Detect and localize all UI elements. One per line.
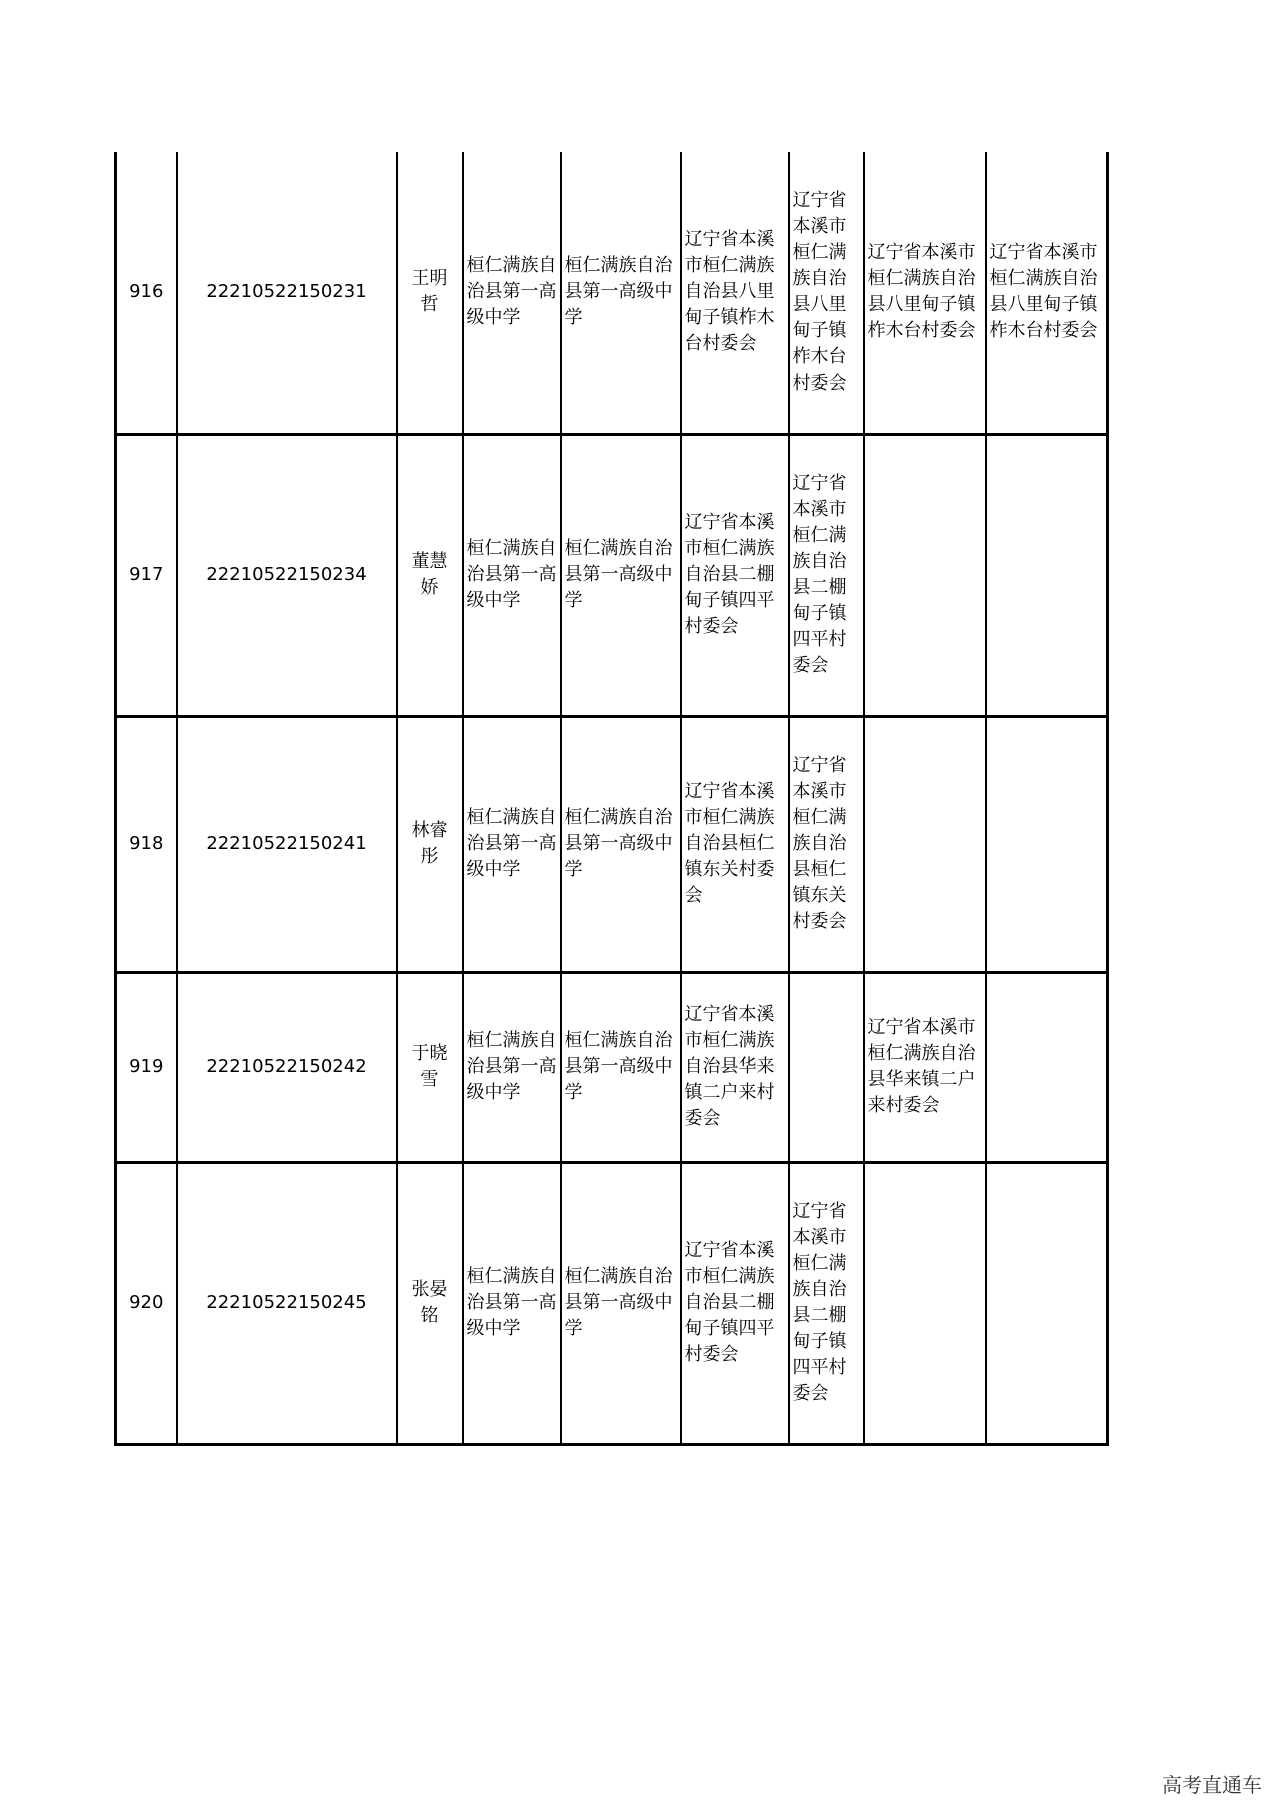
table-row (116, 434, 1108, 716)
row-number: 920 (116, 1162, 177, 1444)
student-name: 王明哲 (397, 152, 463, 434)
school-name: 桓仁满族自治县第一高级中学 (463, 434, 561, 716)
school-name: 桓仁满族自治县第一高级中学 (463, 972, 561, 1162)
address-2 (789, 972, 864, 1162)
table-row (116, 972, 1108, 1162)
exam-id: 22210522150245 (177, 1162, 397, 1444)
address-3 (864, 1162, 986, 1444)
school-name-2: 桓仁满族自治县第一高级中学 (561, 716, 681, 972)
address-3: 辽宁省本溪市桓仁满族自治县八里甸子镇柞木台村委会 (864, 152, 986, 434)
row-number: 918 (116, 716, 177, 972)
exam-id: 22210522150234 (177, 434, 397, 716)
address-3: 辽宁省本溪市桓仁满族自治县华来镇二户来村委会 (864, 972, 986, 1162)
student-name: 林睿彤 (397, 716, 463, 972)
row-number: 917 (116, 434, 177, 716)
school-name: 桓仁满族自治县第一高级中学 (463, 152, 561, 434)
row-number: 916 (116, 152, 177, 434)
table-row (116, 1162, 1108, 1444)
address-1: 辽宁省本溪市桓仁满族自治县二棚甸子镇四平村委会 (681, 434, 789, 716)
address-2: 辽宁省本溪市桓仁满族自治县桓仁镇东关村委会 (789, 716, 864, 972)
address-4: 辽宁省本溪市桓仁满族自治县八里甸子镇柞木台村委会 (986, 152, 1108, 434)
school-name: 桓仁满族自治县第一高级中学 (463, 716, 561, 972)
address-1: 辽宁省本溪市桓仁满族自治县二棚甸子镇四平村委会 (681, 1162, 789, 1444)
address-1: 辽宁省本溪市桓仁满族自治县华来镇二户来村委会 (681, 972, 789, 1162)
student-name: 于晓雪 (397, 972, 463, 1162)
address-4 (986, 1162, 1108, 1444)
address-4 (986, 716, 1108, 972)
school-name-2: 桓仁满族自治县第一高级中学 (561, 434, 681, 716)
school-name-2: 桓仁满族自治县第一高级中学 (561, 152, 681, 434)
table-row (116, 716, 1108, 972)
address-1: 辽宁省本溪市桓仁满族自治县八里甸子镇柞木台村委会 (681, 152, 789, 434)
address-3 (864, 434, 986, 716)
address-4 (986, 972, 1108, 1162)
address-3 (864, 716, 986, 972)
row-number: 919 (116, 972, 177, 1162)
address-1: 辽宁省本溪市桓仁满族自治县桓仁镇东关村委会 (681, 716, 789, 972)
table-row (116, 152, 1108, 434)
exam-id: 22210522150242 (177, 972, 397, 1162)
data-table (114, 152, 1109, 1446)
watermark-text: 高考直通车 (1162, 1773, 1262, 1797)
address-2: 辽宁省本溪市桓仁满族自治县二棚甸子镇四平村委会 (789, 1162, 864, 1444)
student-name: 董慧娇 (397, 434, 463, 716)
address-4 (986, 434, 1108, 716)
address-2: 辽宁省本溪市桓仁满族自治县二棚甸子镇四平村委会 (789, 434, 864, 716)
address-2: 辽宁省本溪市桓仁满族自治县八里甸子镇柞木台村委会 (789, 152, 864, 434)
exam-id: 22210522150231 (177, 152, 397, 434)
school-name: 桓仁满族自治县第一高级中学 (463, 1162, 561, 1444)
student-name: 张晏铭 (397, 1162, 463, 1444)
school-name-2: 桓仁满族自治县第一高级中学 (561, 1162, 681, 1444)
exam-id: 22210522150241 (177, 716, 397, 972)
school-name-2: 桓仁满族自治县第一高级中学 (561, 972, 681, 1162)
